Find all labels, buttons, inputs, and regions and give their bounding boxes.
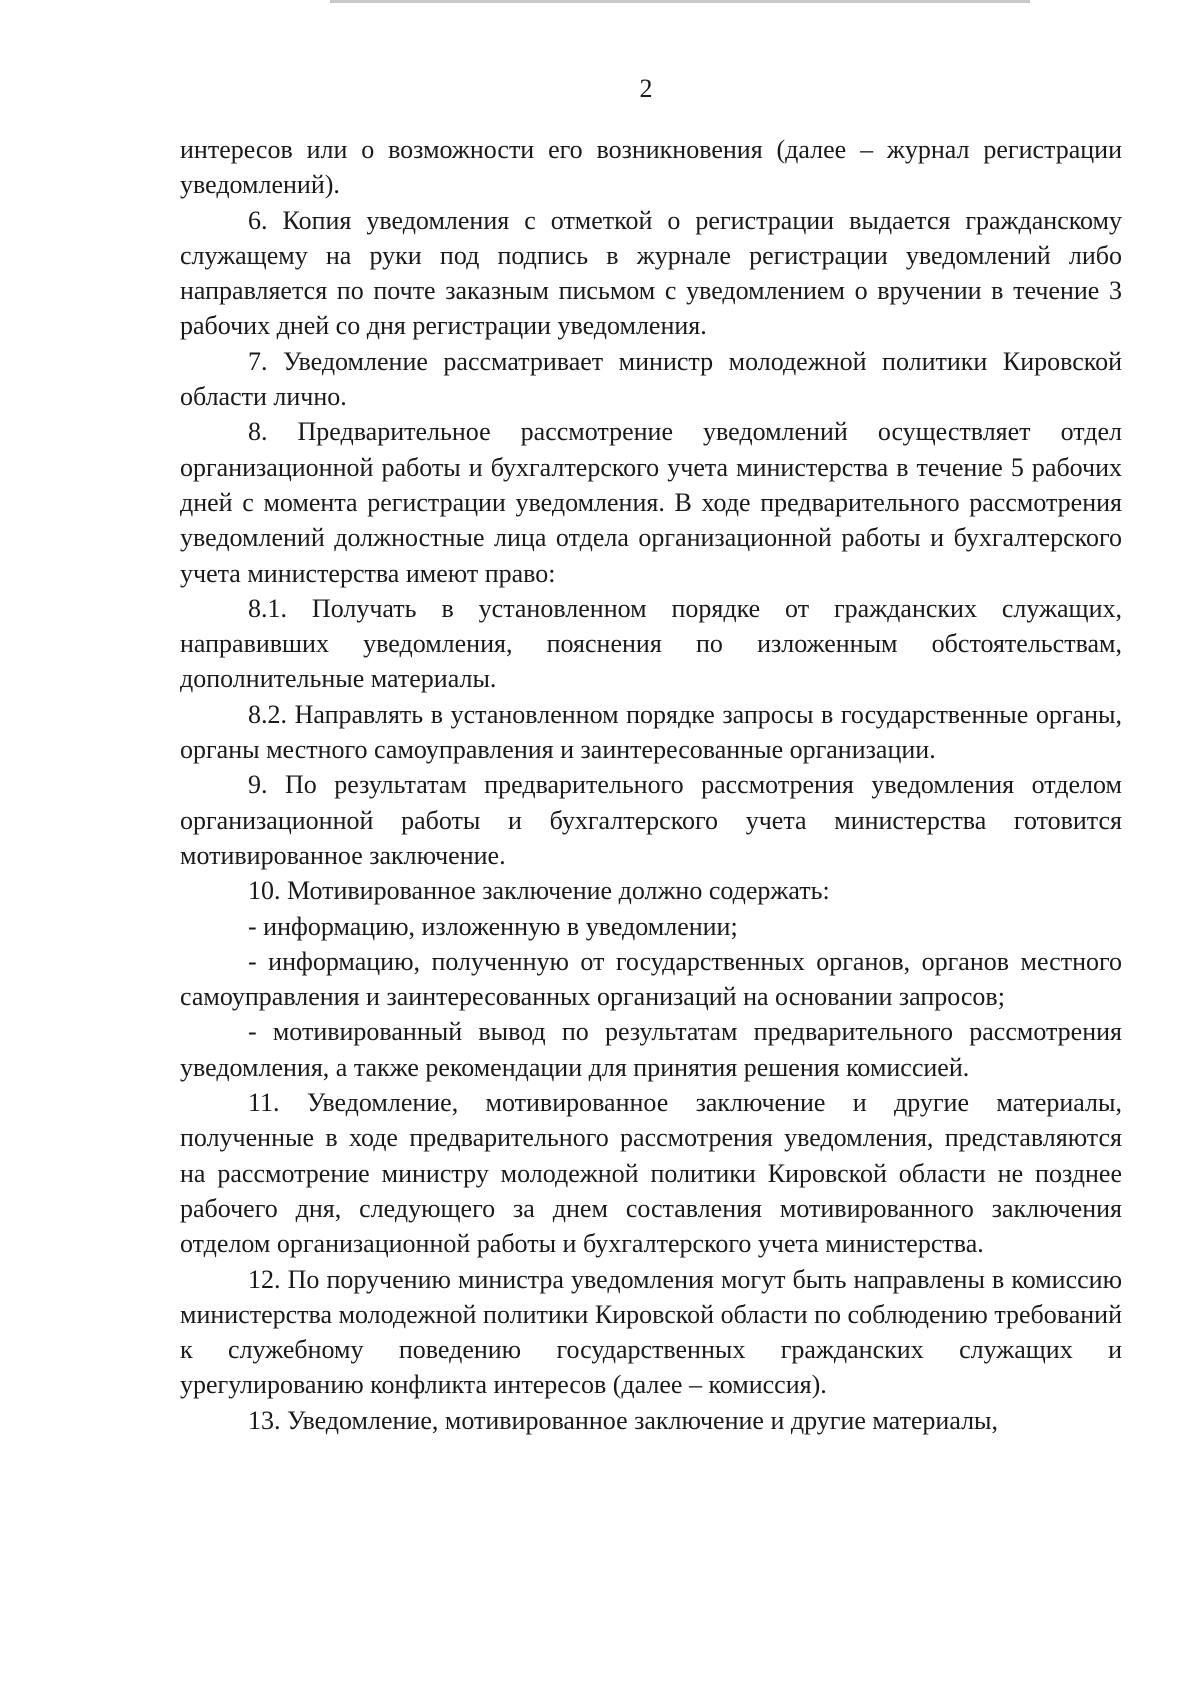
- list-item-3: - мотивированный вывод по результатам предварительного рассмотрения уведомления, а также рекомендации для принятия решения комиссией.: [180, 1017, 1122, 1082]
- paragraph-9: 9. По результатам предварительного рассмотрения уведомления отделом организационной работы и бухгалтерского учета министерства готовится мотивированное заключение.: [180, 770, 1122, 870]
- list-item-1: - информацию, изложенную в уведомлении;: [248, 911, 738, 941]
- paragraph-12: 12. По поручению министра уведомления могут быть направлены в комиссию министерства молодежной политики Кировской области по соблюдению требований к служебному поведению государственных гражданских служащих и урегулированию конфликта интересов (далее – комиссия).: [180, 1264, 1122, 1400]
- paragraph-8: 8. Предварительное рассмотрение уведомлений осуществляет отдел организационной работы и бухгалтерского учета министерства в течение 5 рабочих дней с момента регистрации уведомления. В ходе предварительного рассмотрения уведомлений должностные лица отдела организационной работы и бухгалтерского учета министерства имеют право:: [180, 417, 1122, 588]
- document-body: [180, 132, 1122, 1438]
- paragraph-13: 13. Уведомление, мотивированное заключение и другие материалы,: [248, 1405, 999, 1435]
- paragraph-continuation: интересов или о возможности его возникновения (далее – журнал регистрации уведомлений).: [180, 135, 1122, 200]
- paragraph-8-1: 8.1. Получать в установленном порядке от гражданских служащих, направивших уведомления, пояснения по изложенным обстоятельствам, дополнительные материалы.: [180, 593, 1122, 694]
- paragraph-7: 7. Уведомление рассматривает министр молодежной политики Кировской области лично.: [180, 346, 1122, 412]
- list-item-2: - информацию, полученную от государственных органов, органов местного самоуправления и заинтересованных организаций на основании запросов;: [180, 946, 1122, 1012]
- paragraph-6: 6. Копия уведомления с отметкой о регистрации выдается гражданскому служащему на руки под подпись в журнале регистрации уведомлений либо направляется по почте заказным письмом с уведомлением о вручении в течение 3 рабочих дней со дня регистрации уведомления.: [180, 205, 1122, 341]
- paragraph-11: 11. Уведомление, мотивированное заключение и другие материалы, полученные в ходе предварительного рассмотрения уведомления, представляются на рассмотрение министру молодежной политики Кировской области не позднее рабочего дня, следующего за днем составления мотивированного заключения отделом организационной работы и бухгалтерского учета министерства.: [180, 1088, 1122, 1259]
- paragraph-8-2: 8.2. Направлять в установленном порядке запросы в государственные органы, органы местного самоуправления и заинтересованные организации.: [180, 699, 1122, 765]
- page-number: 2: [639, 74, 653, 103]
- scan-edge-mark: [330, 0, 1030, 3]
- paragraph-10: 10. Мотивированное заключение должно содержать:: [248, 876, 830, 906]
